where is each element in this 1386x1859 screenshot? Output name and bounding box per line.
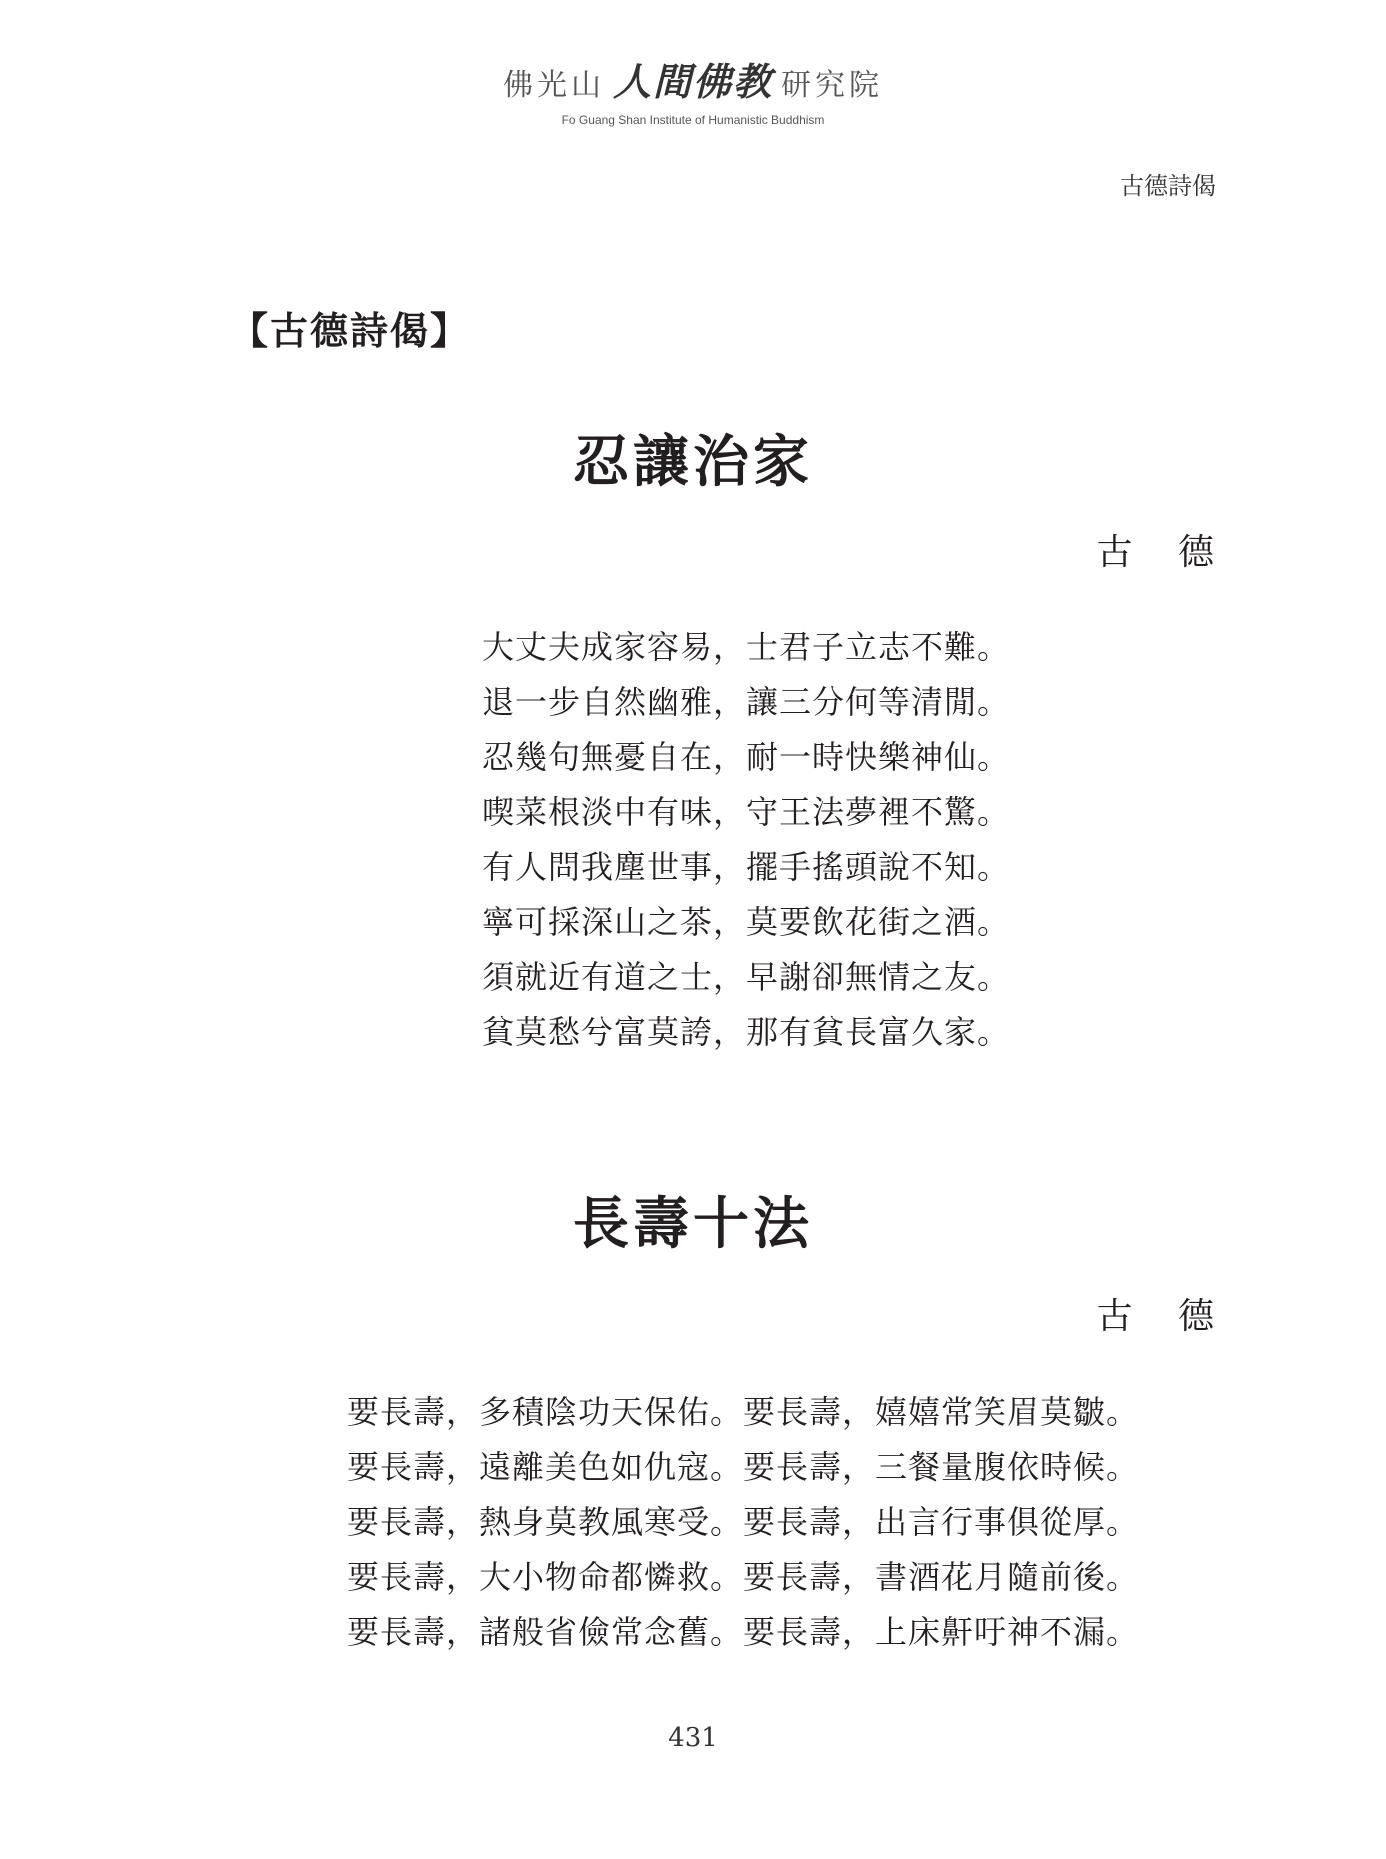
poem-line: 寧可採深山之茶，莫要飲花街之酒。 — [482, 903, 1011, 941]
poem-line: 退一步自然幽雅，讓三分何等清閒。 — [482, 683, 1011, 721]
poem-title: 忍讓治家 — [573, 429, 813, 495]
poem-line: 要長壽，多積陰功天保佑。要長壽，嬉嬉常笑眉莫皺。 — [347, 1393, 1140, 1431]
page-number: 431 — [668, 1723, 718, 1753]
poem-line: 大丈夫成家容易，士君子立志不難。 — [482, 628, 1011, 666]
institute-brand-calligraphy: 人間佛教 — [612, 59, 773, 104]
poem-line: 貧莫愁兮富莫誇，那有貧長富久家。 — [482, 1013, 1011, 1051]
poem-line: 須就近有道之士，早謝卻無情之友。 — [482, 958, 1011, 996]
poem-verse-list — [347, 1385, 1139, 1660]
institute-name-left: 佛光山 — [502, 68, 605, 103]
poem-verse-list — [482, 620, 1010, 1060]
poem-title: 長壽十法 — [573, 1191, 813, 1257]
institute-english-name: Fo Guang Shan Institute of Humanistic Buddhism — [561, 113, 825, 127]
section-label: 【古德詩偈】 — [230, 308, 471, 353]
institute-logo — [0, 59, 1386, 106]
institute-logo-header — [0, 59, 1386, 128]
poem-line: 要長壽，諸般省儉常念舊。要長壽，上床鼾吁神不漏。 — [347, 1613, 1140, 1651]
poem-line: 要長壽，熱身莫教風寒受。要長壽，出言行事俱從厚。 — [347, 1503, 1140, 1541]
poem-line: 要長壽，遠離美色如仇寇。要長壽，三餐量腹依時候。 — [347, 1448, 1140, 1486]
poem-line: 喫菜根淡中有味，守王法夢裡不驚。 — [482, 793, 1011, 831]
institute-name-right: 研究院 — [781, 68, 883, 103]
poem-line: 有人問我塵世事，擺手搖頭說不知。 — [482, 848, 1011, 886]
poem-line: 要長壽，大小物命都憐救。要長壽，書酒花月隨前後。 — [347, 1558, 1140, 1596]
poem-line: 忍幾句無憂自在，耐一時快樂神仙。 — [482, 738, 1011, 776]
running-header-title: 古德詩偈 — [1120, 172, 1216, 200]
poem-author: 古 德 — [1096, 532, 1216, 573]
poem-author: 古 德 — [1096, 1296, 1216, 1337]
